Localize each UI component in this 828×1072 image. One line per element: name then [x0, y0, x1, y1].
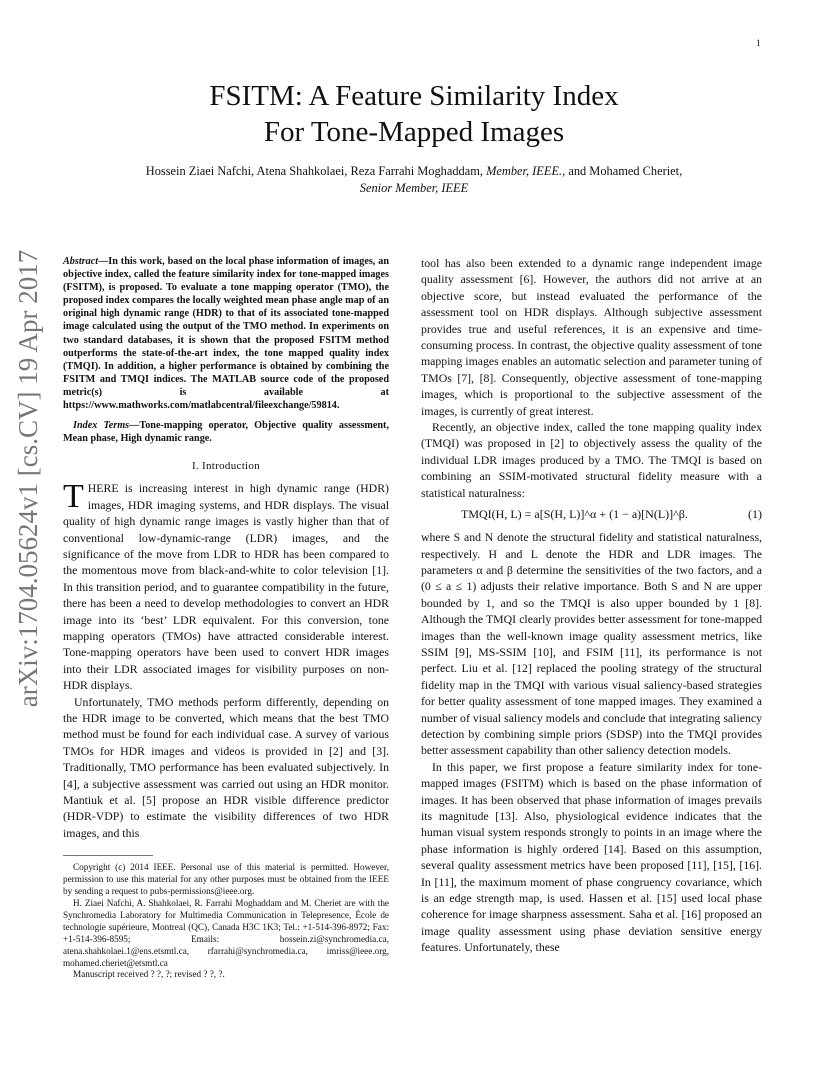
page-number: 1	[756, 38, 761, 48]
right-column	[421, 255, 762, 956]
abstract-lead: Abstract	[63, 256, 99, 267]
footnote-copyright: Copyright (c) 2014 IEEE. Personal use of this material is permitted. However, permission to use this material for any other purposes must be obtained from the IEEE by sending a request to pubs-permissions@ieee.org.	[63, 862, 389, 897]
abstract-text: —In this work, based on the local phase information of images, an objective index, called the feature similarity index for tone-mapped images (FSITM), is proposed. To evaluate a tone mapping operator (TMO), the proposed index compares the locally weighted mean phase angle map of an original high dynamic range (HDR) to that of its associated tone-mapped image calculated using the output of the TMO method. In experiments on two standard databases, it is shown that the proposed FSITM method outperforms the state-of-the-art index, the tone mapped quality index (TMQI). In addition, a higher performance is obtained by combining the FSITM and TMQI indices. The MATLAB source code of the proposed metric(s) is available at https://www.mathworks.com/matlabcentral/fileexchange/59814.	[63, 256, 389, 412]
paper-title	[60, 78, 768, 150]
equation-1	[421, 507, 762, 522]
title-block	[60, 78, 768, 197]
left-column	[63, 255, 389, 981]
right-paragraph-4: In this paper, we first propose a feature similarity index for tone-mapped images (FSITM) which is based on the phase information of images. It has been observed that phase information of images prevails its magnitude [13]. Also, physiological evidence indicates that the human visual system responds strongly to points in an image where the phase information is highly ordered [14]. Based on this assumption, several quality assessment metrics have been proposed [11], [15], [16]. In [11], the maximum moment of phase congruency covariance, which is an edge strength map, is used. Hassen et al. [15] used local phase coherence for image sharpness assessment. Saha et al. [16] proposed an image quality assessment using phase deviation sensitive energy features. Unfortunately, these	[421, 759, 762, 955]
intro-paragraph-2: Unfortunately, TMO methods perform differently, depending on the HDR image to be converted, which means that the best TMO method must be found for each individual case. A survey of various TMOs for HDR images and videos is provided in [2] and [3]. Traditionally, TMO performance has been evaluated subjectively. In [4], a subjective assessment was carried out using an HDR monitor. Mantiuk et al. [5] propose an HDR visible difference predictor (HDR-VDP) to estimate the visibility differences of two HDR images, and this	[63, 694, 389, 840]
index-terms-text: —Tone-mapping operator, Objective quality assessment, Mean phase, High dynamic range.	[63, 420, 389, 445]
authors-names: Hossein Ziaei Nafchi, Atena Shahkolaei, Reza Farrahi Moghaddam,	[145, 164, 483, 178]
section-heading-introduction: I. Introduction	[191, 460, 261, 473]
author-list	[60, 163, 768, 197]
arxiv-stamp	[6, 249, 52, 707]
right-paragraph-2: Recently, an objective index, called the tone mapping quality index (TMQI) was proposed in [2] to objectively assess the quality of the individual LDR images produced by a TMO. The TMQI is based on combining an SSIM-motivated structural fidelity measure with a statistical naturalness:	[421, 420, 762, 500]
footnote-affiliation: H. Ziaei Nafchi, A. Shahkolaei, R. Farrahi Moghaddam and M. Cheriet are with the Synchromedia Laboratory for Multimedia Communication in Telepresence, École de technologie supérieure, Montreal (QC), Canada H3C 1K3; Tel.: +1-514-396-8972; Fax: +1-514-396-8595; Emails: hossein.zi@synchromedia.ca, atena.shahkolaei.1@ens.etsmtl.ca, rfarrahi@synchromedia.ca, imriss@ieee.org, mohamed.cheriet@etsmtl.ca	[63, 897, 389, 968]
authors-tail: , and Mohamed Cheriet,	[562, 164, 683, 178]
equation-body: TMQI(H, L) = a[S(H, L)]^α + (1 − a)[N(L)]^β.	[461, 507, 688, 522]
title-line-2: For Tone-Mapped Images	[263, 116, 565, 148]
drop-cap: T	[63, 478, 84, 516]
footnote-divider	[63, 855, 153, 856]
index-terms-lead: Index Terms	[73, 420, 130, 432]
arxiv-stamp-text: arXiv:1704.05624v1 [cs.CV] 19 Apr 2017	[13, 249, 44, 707]
title-line-1: FSITM: A Feature Similarity Index	[209, 80, 619, 112]
footnote-manuscript: Manuscript received ? ?, ?; revised ? ?, ?.	[73, 969, 225, 980]
intro-paragraph-1	[63, 480, 389, 693]
right-paragraph-1: tool has also been extended to a dynamic range independent image quality assessment [6]. However, the authors did not arrive at an objective score, but instead evaluated the performance of the assessment tool on HDR displays. Although subjective assessment provides true and useful references, it is an expensive and time-consuming process. In contrast, the objective quality assessment of tone mapping images enables an automatic selection and parameter tuning of TMOs [7], [8]. Consequently, objective assessment of tone-mapping images, which is proportional to the subjective assessment of the images, is currently of great interest.	[421, 256, 762, 418]
authors-role-member: Member, IEEE.	[486, 164, 563, 178]
abstract	[63, 255, 389, 412]
authors-role-senior: Senior Member, IEEE	[359, 181, 469, 195]
index-terms	[63, 419, 389, 445]
intro-paragraph-1-text: HERE is increasing interest in high dynamic range (HDR) images, HDR imaging systems, and HDR displays. The visual quality of high dynamic range images is vastly higher than that of conventional low-dynamic-range (LDR) images, and the significance of the move from LDR to HDR has been compared to the momentous move from black-and-white to color television [1]. In this transition period, and to guarantee compatibility in the future, there has been a need to develop methodologies to convert an HDR image into its ‘best’ LDR equivalent. For this conversion, tone mapping operators (TMOs) have attracted considerable interest. Tone-mapping operators have been used to convert HDR images into their LDR associated images for visibility purposes on non-HDR displays.	[63, 481, 389, 693]
right-paragraph-3: where S and N denote the structural fidelity and statistical naturalness, respectively. H and L denote the HDR and LDR images. The parameters α and β determine the sensitivities of the two factors, and a (0 ≤ a ≤ 1) adjusts their relative importance. Both S and N are upper bounded by 1, and so the TMQI is also upper bounded by 1 [8]. Although the TMQI clearly provides better assessment for tone-mapped images than the well-known image quality assessment metrics, like SSIM [9], MS-SSIM [10], and FSIM [11], its performance is not perfect. Liu et al. [12] replaced the pooling strategy of the structural fidelity map in the TMQI with various visual saliency-based strategies for better quality assessment of tone mapped images. They examined a number of visual saliency models and conclude that integrating saliency detection by combining simple priors (SDSP) into the TMQI provides better assessment capability than other saliency detection models.	[421, 530, 762, 758]
equation-number: (1)	[748, 507, 762, 522]
